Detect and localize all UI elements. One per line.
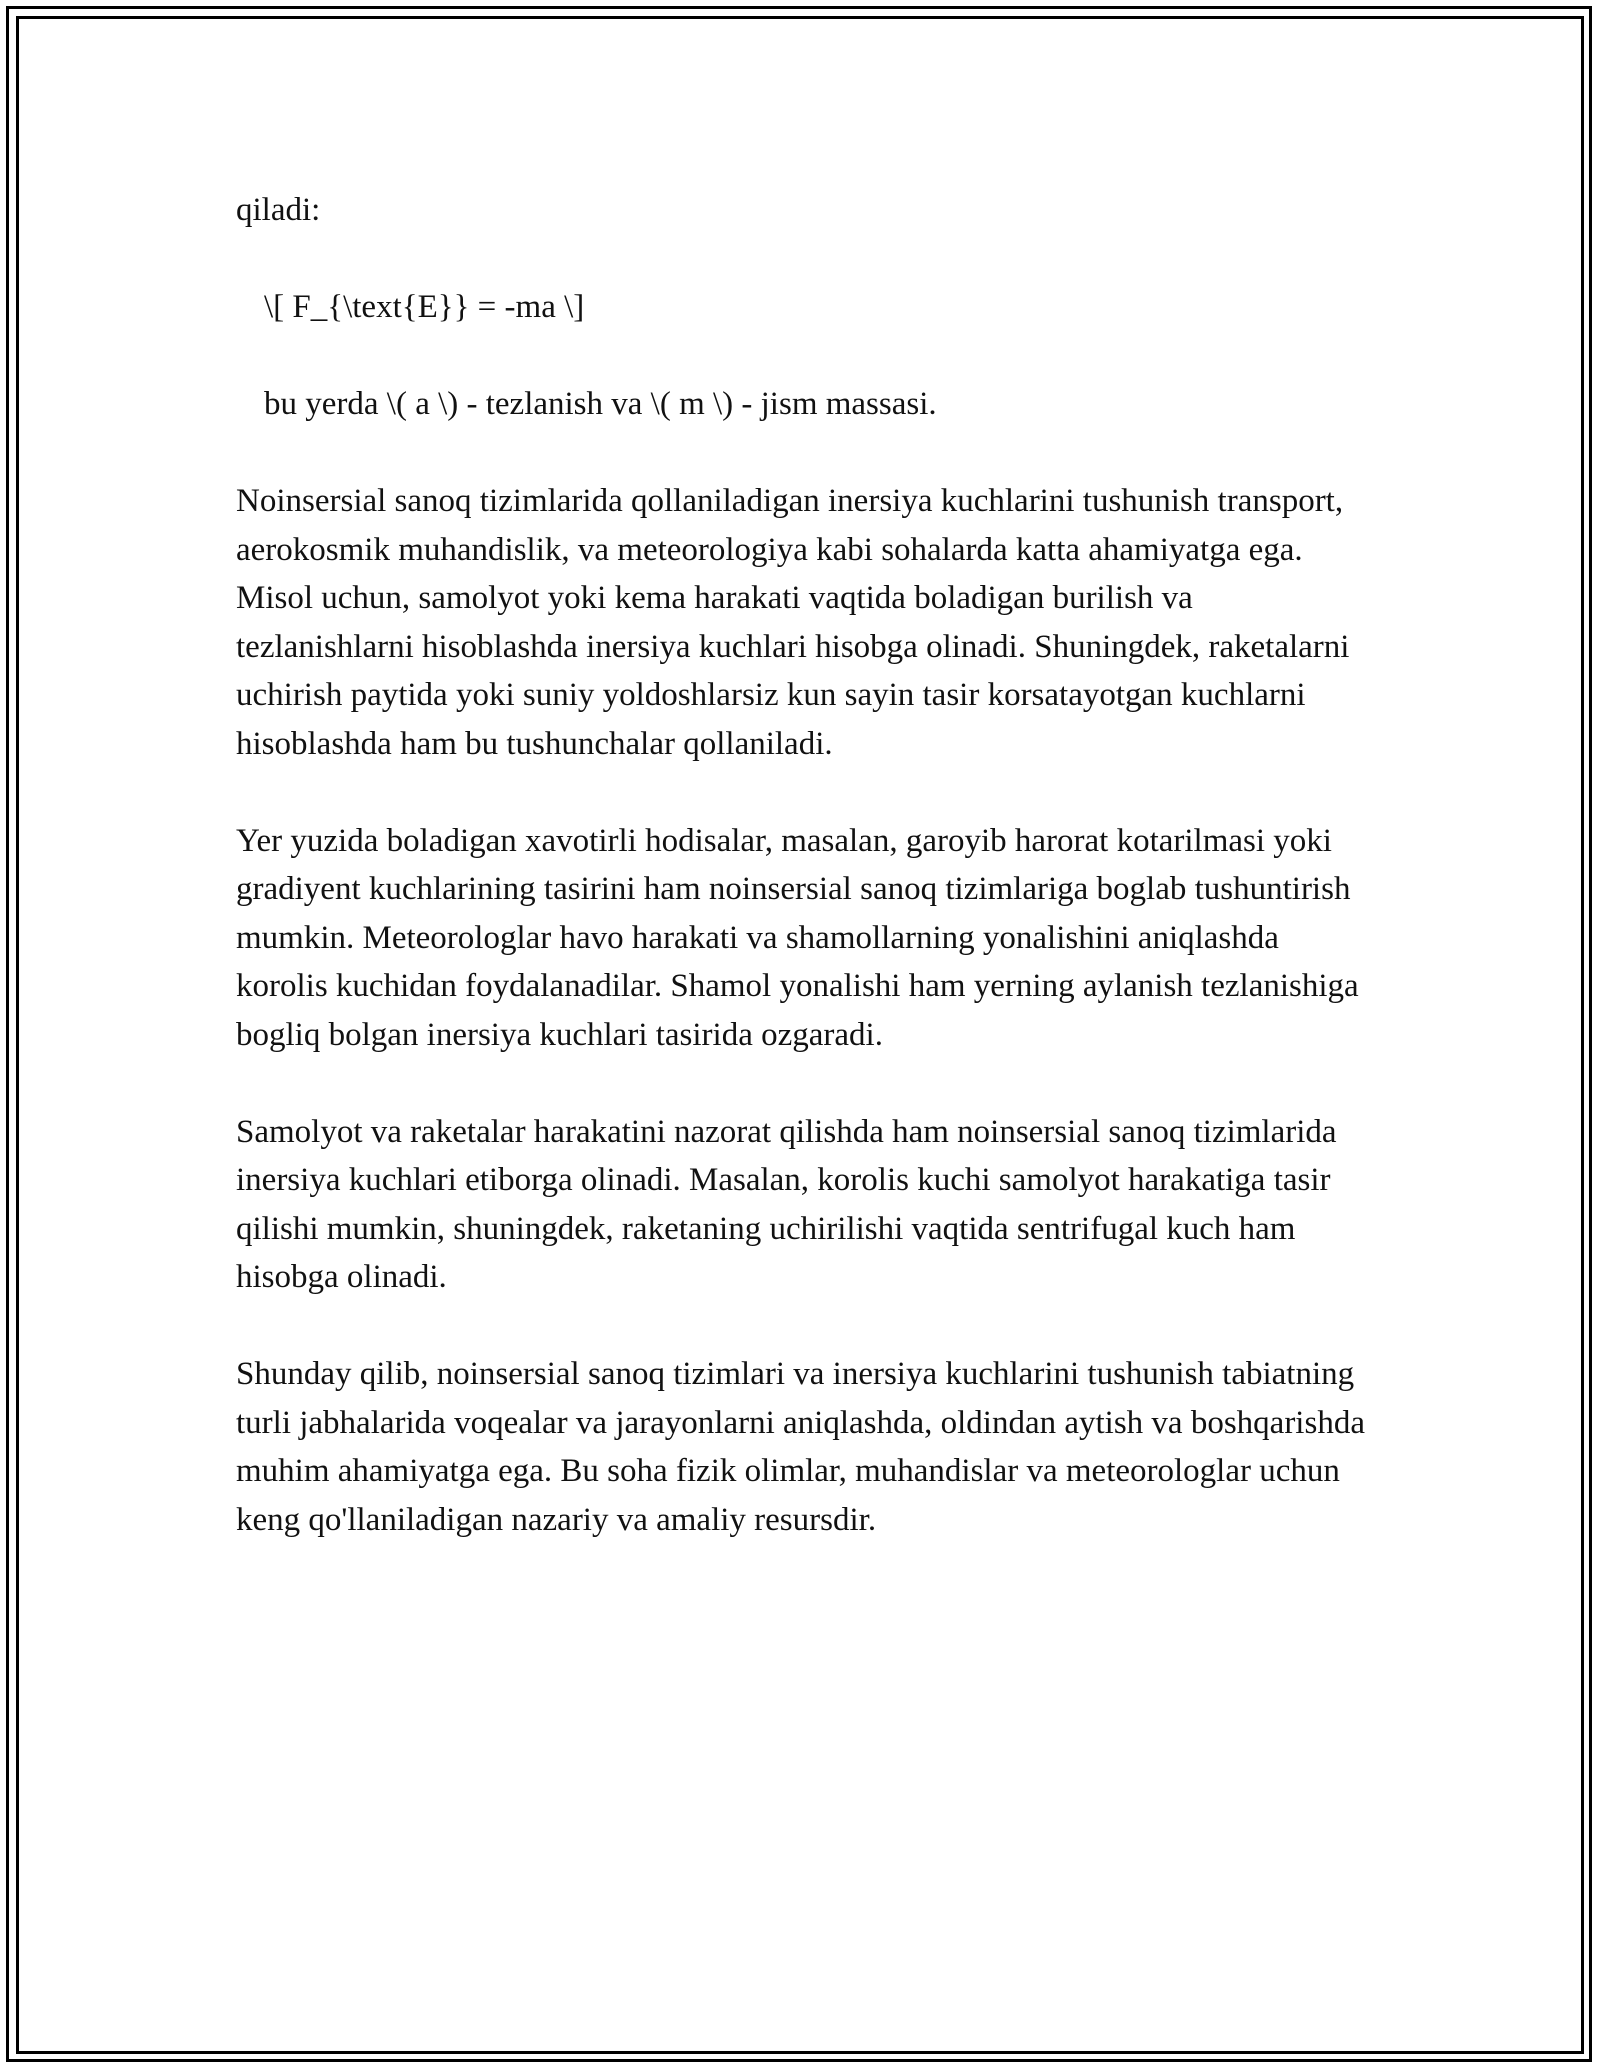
spacer [236, 1302, 1366, 1351]
spacer [236, 235, 1366, 284]
spacer [236, 768, 1366, 817]
spacer [236, 332, 1366, 381]
document-body [236, 186, 1366, 1544]
paragraph-meteorology: Yer yuzida boladigan xavotirli hodisalar, masalan, garoyib harorat kotarilmasi yoki gradiyent kuchlarining tasirini ham noinsersial sanoq tizimlariga boglab tushuntirish mumkin. Meteorologlar havo harakati va shamollarning yonalishini aniqlashda korolis kuchidan foydalanadilar. Shamol yonalishi ham yerning aylanish tezlanishiga bogliq bolgan inersiya kuchlari tasirida ozgaradi. [236, 822, 1359, 1053]
paragraph-aircraft: Samolyot va raketalar harakatini nazorat qilishda ham noinsersial sanoq tizimlarida inersiya kuchlari etiborga olinadi. Masalan, korolis kuchi samolyot harakatiga tasir qilishi mumkin, shuningdek, raketaning uchirilishi vaqtida sentrifugal kuch ham hisobga olinadi. [236, 1113, 1337, 1295]
spacer [236, 1059, 1366, 1108]
formula-line: \[ F_{\text{E}} = -ma \] [264, 289, 585, 325]
intro-line: qiladi: [236, 192, 321, 228]
paragraph-conclusion: Shunday qilib, noinsersial sanoq tizimlari va inersiya kuchlarini tushunish tabiatning turli jabhalarida voqealar va jarayonlarni aniqlashda, oldindan aytish va boshqarishda muhim ahamiyatga ega. Bu soha fizik olimlar, muhandislar va meteorologlar uchun keng qo'llaniladigan nazariy va amaliy resursdir. [236, 1356, 1365, 1538]
spacer [236, 429, 1366, 478]
definition-line: bu yerda \( a \) - tezlanish va \( m \) - jism massasi. [264, 386, 937, 422]
paragraph-applications: Noinsersial sanoq tizimlarida qollaniladigan inersiya kuchlarini tushunish transport, aerokosmik muhandislik, va meteorologiya kabi sohalarda katta ahamiyatga ega. Misol uchun, samolyot yoki kema harakati vaqtida boladigan burilish va tezlanishlarni hisoblashda inersiya kuchlari hisobga olinadi. Shuningdek, raketalarni uchirish paytida yoki suniy yoldoshlarsiz kun sayin tasir korsatayotgan kuchlarni hisoblashda ham bu tushunchalar qollaniladi. [236, 483, 1350, 762]
